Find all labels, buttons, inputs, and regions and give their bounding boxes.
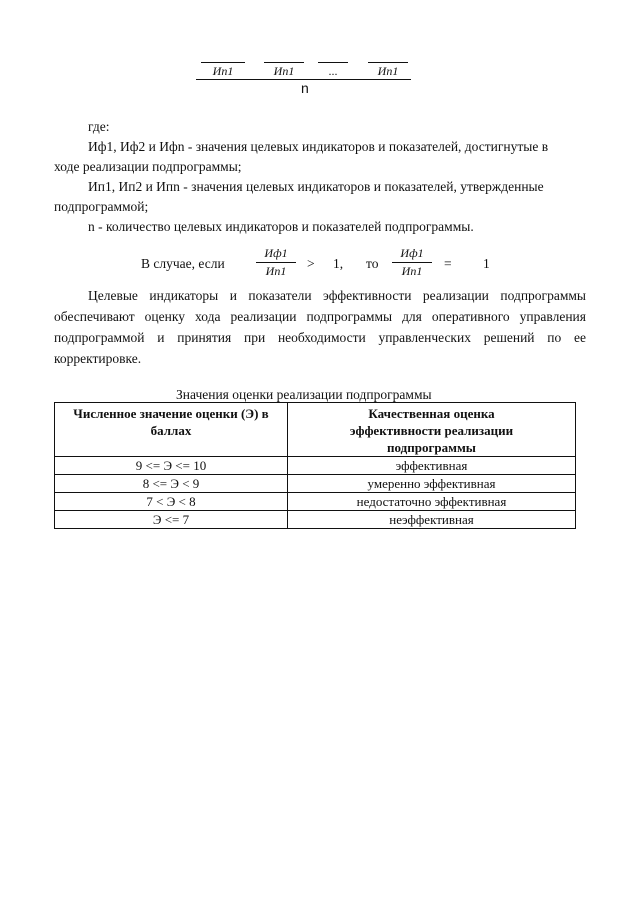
score-cell: Э <= 7 xyxy=(55,511,288,529)
fraction-numerator: Иф1 xyxy=(392,246,432,263)
table-row xyxy=(55,457,576,475)
condition-value: 1, xyxy=(333,256,344,271)
formula-ellipsis: ... xyxy=(318,62,348,80)
where-label: где: xyxy=(88,119,110,134)
table-title: Значения оценки реализации подпрограммы xyxy=(176,387,432,402)
actual-definition-line1: Иф1, Иф2 и Ифn - значения целевых индикаторов и показателей, достигнутые в xyxy=(88,139,549,154)
formula-term: Ип1 xyxy=(368,62,408,80)
equals-sign: = xyxy=(444,256,452,271)
score-cell: 7 < Э < 8 xyxy=(55,493,288,511)
fraction-numerator: Иф1 xyxy=(256,246,296,263)
rating-cell: эффективная xyxy=(288,457,576,475)
planned-definition-line2: подпрограммой; xyxy=(54,199,149,214)
planned-definition-line1: Ип1, Ип2 и Ипn - значения целевых индикаторов и показателей, утвержденные xyxy=(88,179,544,194)
greater-than-sign: > xyxy=(307,256,315,271)
condition-result: 1 xyxy=(483,256,490,271)
actual-definition-line2: ходе реализации подпрограммы; xyxy=(54,159,242,174)
score-cell: 9 <= Э <= 10 xyxy=(55,457,288,475)
table-row xyxy=(55,493,576,511)
table-row xyxy=(55,511,576,529)
table-header-row xyxy=(55,403,576,457)
body-paragraph: Целевые индикаторы и показатели эффективности реализации подпрограммы обеспечивают оценку хода реализации подпрограммы для оперативного управления подпрограммой и принятия при необходимости управленческих решений по ее корректировке. xyxy=(54,288,586,366)
formula-term: Ип1 xyxy=(264,62,304,80)
table-row xyxy=(55,475,576,493)
rating-cell: неэффективная xyxy=(288,511,576,529)
formula-term: Ип1 xyxy=(201,62,245,80)
rating-cell: недостаточно эффективная xyxy=(288,493,576,511)
header-score: Численное значение оценки (Э) в баллах xyxy=(55,403,288,457)
condition-prefix: В случае, если xyxy=(141,256,225,271)
fraction-denominator: Ип1 xyxy=(401,264,423,278)
rating-cell: умеренно эффективная xyxy=(288,475,576,493)
then-label: то xyxy=(366,256,379,271)
score-cell: 8 <= Э < 9 xyxy=(55,475,288,493)
evaluation-table xyxy=(54,402,576,529)
header-rating: Качественная оценка эффективности реализации подпрограммы xyxy=(288,403,576,457)
condition-fraction-2 xyxy=(392,246,432,279)
formula-denominator: n xyxy=(301,80,309,96)
condition-fraction-1 xyxy=(256,246,296,279)
fraction-denominator: Ип1 xyxy=(265,264,287,278)
count-definition: n - количество целевых индикаторов и показателей подпрограммы. xyxy=(88,219,474,234)
